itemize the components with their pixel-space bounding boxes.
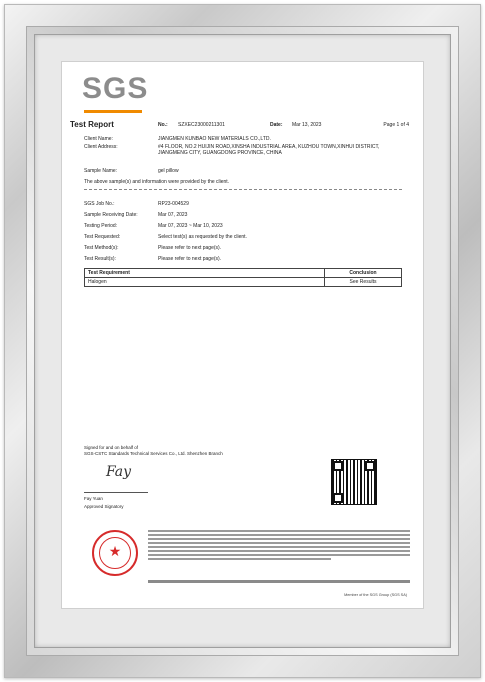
fine-print-line — [148, 542, 410, 544]
fine-print-line — [148, 558, 331, 560]
table-header: Test Requirement — [85, 269, 325, 278]
section-divider — [84, 189, 402, 190]
official-seal-icon — [92, 530, 138, 576]
table-header-row — [85, 269, 402, 278]
fine-print-line — [148, 530, 410, 532]
qr-finder — [333, 493, 343, 503]
table-cell: Halogen — [85, 278, 325, 287]
seal-star-icon: ★ — [108, 543, 122, 559]
fine-print-line — [148, 534, 410, 536]
fine-print-line — [148, 546, 410, 548]
test-result: Please refer to next page(s). — [158, 256, 222, 262]
report-date: Mar 13, 2023 — [292, 122, 322, 128]
signer-name: Fay Yuan — [84, 496, 103, 501]
job-number-label: SGS Job No.: — [84, 201, 115, 207]
client-address: #4 FLOOR, NO.2 HUIJIN ROAD,XINSHA INDUSTRIAL AREA, KUZHOU TOWN,XINHUI DISTRICT, JIANGMENG CITY, GUANGDONG PROVINCE, CHINA — [158, 144, 380, 156]
testing-period-label: Testing Period: — [84, 223, 118, 229]
test-requirement-table — [84, 268, 402, 287]
receiving-date: Mar 07, 2023 — [158, 212, 188, 218]
test-requested: Select test(s) as requested by the client. — [158, 234, 247, 240]
logo-text: SGS — [82, 72, 149, 105]
logo-accent-bar — [84, 110, 142, 113]
sgs-logo — [82, 70, 149, 110]
qr-code-icon — [332, 460, 376, 504]
signature-line — [84, 492, 148, 493]
table-header: Conclusion — [325, 269, 402, 278]
signature-intro-line: SGS-CSTC Standards Technical Services Co., Ltd. Shenzhen Branch — [84, 451, 223, 456]
report-number: SZXEC23000211301 — [178, 122, 225, 128]
fine-print-terms — [148, 530, 410, 562]
table-cell: See Results — [325, 278, 402, 287]
signer-title: Approved Signatory — [84, 504, 124, 509]
handwritten-signature: Fay — [106, 464, 132, 480]
testing-period: Mar 07, 2023 ~ Mar 10, 2023 — [158, 223, 223, 229]
fine-print-line — [148, 538, 410, 540]
table-row — [85, 278, 402, 287]
test-method-label: Test Method(s): — [84, 245, 119, 251]
member-note: Member of the SGS Group (SGS SA) — [344, 593, 407, 597]
signature-intro-line: Signed for and on behalf of — [84, 445, 139, 450]
sample-name: gel pillow — [158, 168, 179, 174]
fine-print-line — [148, 550, 410, 552]
client-name: JIANGMEN KUNBAO NEW MATERIALS CO.,LTD. — [158, 136, 271, 142]
test-method: Please refer to next page(s). — [158, 245, 222, 251]
client-address-label: Client Address: — [84, 144, 118, 150]
signer-block — [84, 495, 124, 511]
client-name-label: Client Name: — [84, 136, 113, 142]
test-report-page — [62, 62, 423, 608]
page-number: Page 1 of 4 — [383, 122, 409, 128]
job-number: RP23-004529 — [158, 201, 189, 207]
test-result-label: Test Result(s): — [84, 256, 116, 262]
report-number-label: No.: — [158, 122, 168, 128]
footer-address-bar — [148, 580, 410, 583]
report-date-label: Date: — [270, 122, 283, 128]
receiving-date-label: Sample Receiving Date: — [84, 212, 138, 218]
report-title: Test Report — [70, 120, 114, 129]
sample-note: The above sample(s) and information were provided by the client. — [84, 179, 230, 185]
fine-print-line — [148, 554, 410, 556]
signature-intro — [84, 445, 314, 457]
test-requested-label: Test Requested: — [84, 234, 121, 240]
sample-name-label: Sample Name: — [84, 168, 118, 174]
